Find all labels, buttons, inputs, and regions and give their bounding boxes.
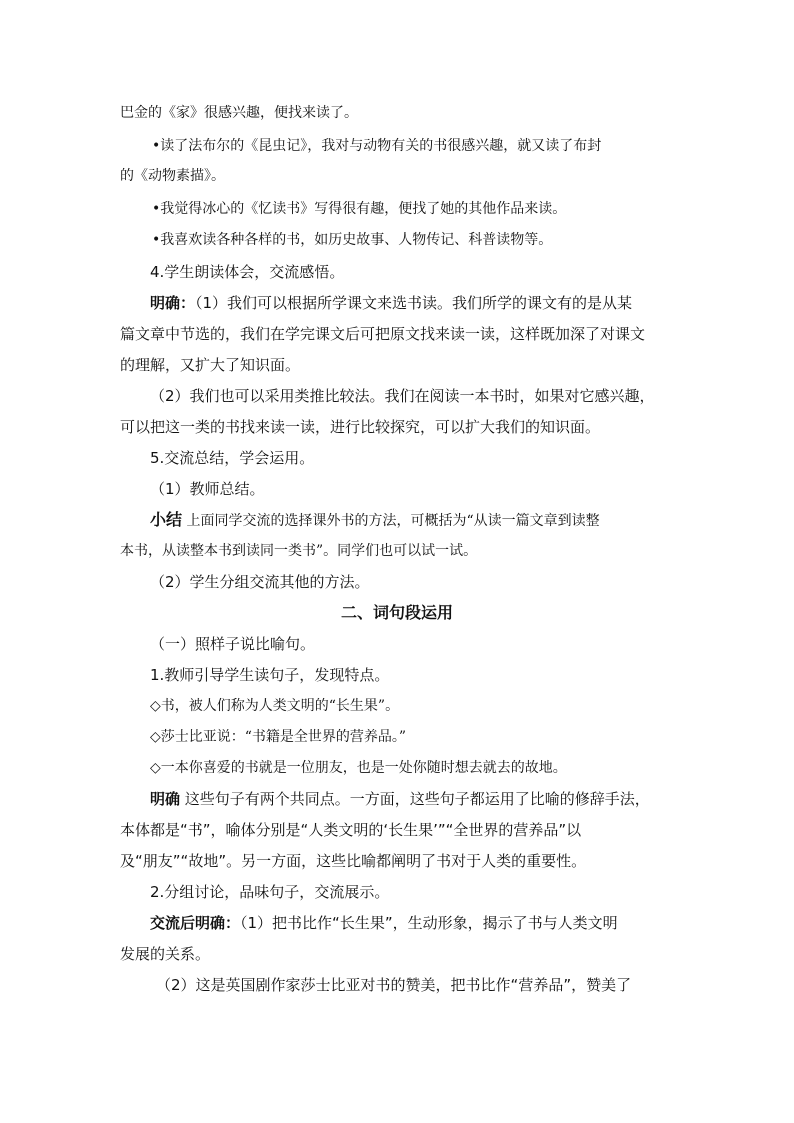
example-sentence (120, 696, 680, 716)
line-text: 篇文章中节选的，我们在学完课文后可把原文找来读一读，这样既加深了对课文 (120, 325, 646, 343)
line-text: （1）我们可以根据所学课文来选书读。我们所学的课文有的是从某 (195, 294, 633, 312)
line-text: （一）照样子说比喻句。 (150, 635, 316, 653)
section-heading: 二、词句段运用 (340, 603, 453, 622)
line-text: （1）把书比作“长生果”，生动形象，揭示了书与人类文明 (240, 914, 618, 932)
line-text: 5.交流总结，学会运用。 (150, 449, 315, 467)
line-text: （2）学生分组交流其他的方法。 (150, 573, 370, 591)
clarify-label: 明确： (150, 294, 196, 312)
paragraph-line (120, 510, 680, 531)
subsection-heading (120, 634, 680, 654)
line-text: 上面同学交流的选择课外书的方法，可概括为“从读一篇文章到读整 (186, 513, 600, 529)
line-text: 可以把这一类的书找来读一读，进行比较探究，可以扩大我们的知识面。 (120, 418, 601, 436)
line-text: （1）教师总结。 (150, 480, 265, 498)
line-text: •我喜欢读各种各样的书，如历史故事、人物传记、科普读物等。 (152, 232, 553, 248)
example-sentence (120, 727, 680, 747)
line-text: （2）我们也可以采用类推比较法。我们在阅读一本书时，如果对它感兴趣， (150, 387, 655, 405)
paragraph-line (120, 355, 680, 375)
paragraph-line (120, 103, 680, 123)
line-text: 本书，从读整本书到读同一类书”。同学们也可以试一试。 (120, 543, 478, 559)
line-text: ◇书，被人们称为人类文明的“长生果”。 (150, 698, 400, 714)
paragraph-line (120, 417, 680, 437)
paragraph-line (120, 293, 680, 313)
paragraph-line (120, 975, 680, 995)
example-sentence (120, 758, 680, 778)
paragraph-line (120, 944, 680, 964)
line-text: 发展的关系。 (120, 945, 211, 963)
paragraph-line (120, 166, 680, 186)
line-text: •我觉得冰心的《忆读书》写得很有趣，便找了她的其他作品来读。 (152, 201, 567, 217)
line-text: 2.分组讨论，品味句子，交流展示。 (150, 883, 390, 901)
line-text: 4.学生朗读体会，交流感悟。 (150, 263, 345, 281)
line-text: （2）这是英国剧作家莎士比亚对书的赞美，把书比作“营养品”，赞美了 (156, 976, 632, 994)
line-text: ◇一本你喜爱的书就是一位朋友，也是一处你随时想去就去的故地。 (150, 760, 567, 776)
line-text: 及“朋友”“故地”。另一方面，这些比喻都阐明了书对于人类的重要性。 (120, 852, 587, 870)
line-text: ◇莎士比亚说：“书籍是全世界的营养品。” (150, 729, 407, 745)
bullet-item (120, 136, 680, 156)
line-text: 巴金的《家》很感兴趣，便找来读了。 (120, 105, 358, 121)
paragraph-line (120, 913, 680, 933)
paragraph-line (120, 789, 680, 809)
step-heading (120, 665, 680, 685)
line-text: 的《动物素描》。 (120, 168, 225, 184)
line-text: 本体都是“书”，喻体分别是“人类文明的‘长生果’”“全世界的营养品”以 (120, 821, 582, 839)
step-heading (120, 882, 680, 902)
line-text: 这些句子有两个共同点。一方面，这些句子都运用了比喻的修辞手法， (184, 790, 650, 808)
line-text: •读了法布尔的《昆虫记》，我对与动物有关的书很感兴趣，就又读了布封 (152, 138, 602, 154)
bullet-item (120, 230, 680, 250)
line-text: 1.教师引导学生读句子，发现特点。 (150, 666, 390, 684)
paragraph-line (120, 541, 680, 561)
step-heading (120, 262, 680, 282)
paragraph-line (120, 479, 680, 499)
paragraph-line (120, 851, 680, 871)
paragraph-line (120, 324, 680, 344)
summary-label: 小结 (150, 510, 183, 529)
clarify-label: 明确 (150, 790, 181, 808)
paragraph-line (120, 386, 680, 406)
line-text: 的理解，又扩大了知识面。 (120, 356, 301, 374)
step-heading (120, 448, 680, 468)
paragraph-line (120, 572, 680, 592)
paragraph-line (120, 820, 680, 840)
bullet-item (120, 199, 680, 219)
clarify-label: 交流后明确： (150, 914, 241, 932)
